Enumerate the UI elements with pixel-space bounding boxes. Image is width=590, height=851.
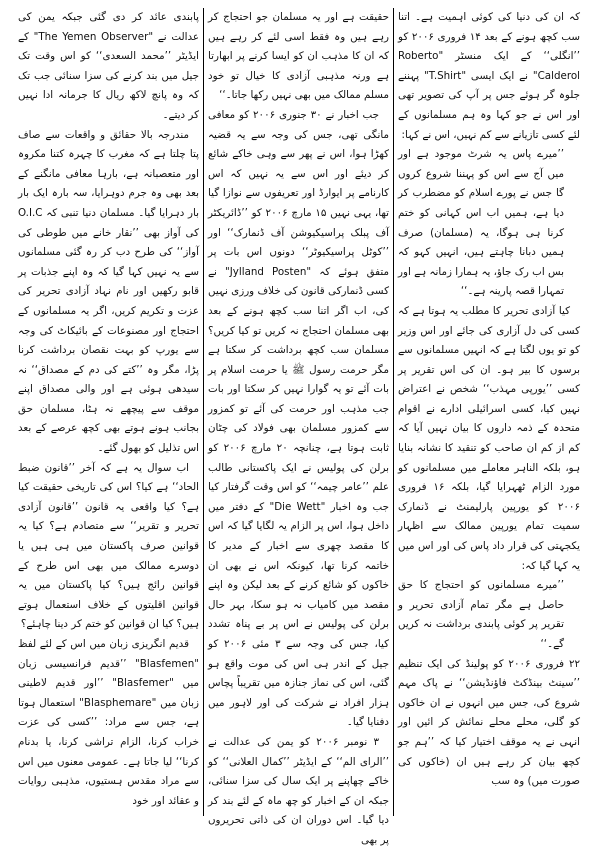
paragraph: اب سوال یہ ہے کہ آخر ’’قانون ضبط الحاد‘‘ ہے کیا؟ اس کی تاریخی حقیقت کیا ہے؟ کیا واقعی یہ قانون ’’قانون آزادی تحریر و تقریر‘‘ سے متصادم ہے؟ کیا یہ قوانین صرف پاکستان میں ہی ہیں یا دوسرے ممالک میں بھی اس طرح کے قوانین رائج ہیں؟ کیا پاکستان میں یہ قوانین اقلیتوں کے خلاف استعمال ہوتے ہیں؟ کیا ان قوانین کو ختم کر دینا چاہئے؟ xyxy=(18,461,199,631)
paragraph: حقیقت ہے اور یہ مسلمان جو احتجاج کر رہے ہیں وہ فقط اسی لئے کر رہے ہیں کہ ان کا مذہب ان کو ایسا کرنے پر ابھارتا ہے ورنہ مذہبی آزادی کا خیال تو خود مسلم ممالک میں بھی نہیں رکھا جاتا۔‘‘ xyxy=(208,11,389,102)
paragraph: ۲۲ فروری ۲۰۰۶ کو پولینڈ کی ایک تنظیم ’’سینٹ بینڈکٹ فاؤنڈیشن‘‘ نے پاک مہم شروع کی، جس میں انہوں نے ان خاکوں کو گلی، محلے محلے نمائش کر ائیں اور انہی نے یہ موقف اختیار کیا کہ ’’ہم جو کچھ بیان کر رہے ہیں ان (خاکوں کی صورت میں) وہ سب xyxy=(398,657,580,788)
paragraph: کہ ان کی دنیا کی کوئی اہمیت ہے۔ اتنا سب کچھ ہونے کے بعد ۱۴ فروری ۲۰۰۶ کو ’’انگلی‘‘ کے ایک منسٹر "Roberto Calderol" نے ایک ایسی "T.Shirt" پہننے جلوہ گر ہوئے جس پر آپ کی تصویر تھی اور اس نے جو کہا وہ ہم مسلمانوں کے لئے کسی تازیانے سے کم نہیں، اس نے کہا: xyxy=(398,11,581,141)
paragraph: مندرجہ بالا حقائق و واقعات سے صاف پتا چلتا ہے کہ مغرب کا چہرہ کتنا مکروہ اور متعصبانہ ہے، بارہا معافی مانگنے کے بعد بھی وہ جرم دوہرایا، سہ بارہ ایک بار بار دہرایا گیا۔ مسلمان دنیا تنبی کہ O.I.C کی آواز بھی ’’نقار خانے میں طوطی کی آواز‘‘ کی طرح دب کر رہ گئی مسلمانوں سے یہ نہیں کہا گیا کہ وہ اپنے جذبات پر قابو رکھیں اور نام نہاد آزادی تحریر کی عزت و تکریم کریں، اگر یہ مسلمانوں کے احتجاج اور مصنوعات کے بائیکاٹ کی وجہ سے یورپ کو بہت نقصان برداشت کرنا پڑا، مگر وہ ’’کتے کی دم کے مصداق‘‘ نہ سیدھی ہوئی ہے اور والی مصداق اپنے موقف سے پیچھے نہ ہٹا، مسلمان حق بجانب ہونے ہوتے بھی کچھ عرصے کے بعد اس تذلیل کو بھول گئے۔ xyxy=(18,128,199,455)
paragraph: قدیم انگریزی زبان میں اس کے لئے لفظ "Blasfemen" ’’قدیم فرانسیسی زبان میں "Blasfemer" ’’اور قدیم لاطینی زبان میں "Blasphemare" استعمال ہوتا ہے، جس سے مراد: ’’کسی کی عزت خراب کرنا، الزام تراشی کرنا، یا بدنام کرنا‘‘ لیا جاتا ہے۔ عمومی معنوں میں اس سے مراد مقدس ہستیوں، مذہبی روایات و عقائد اور خود xyxy=(18,638,199,807)
paragraph: ۳ نومبر ۲۰۰۶ کو یمن کی عدالت نے ’’الرای الم‘‘ کے ایڈیٹر ’’کمال العلانی‘‘ کو خاکے چھاپنے پر ایک سال کی سزا سنائی، جبکہ ان کے اخبار کو چھ ماہ کے لئے بند کر دیا گیا۔ اس دوران ان کی ذاتی تحریروں پر بھی xyxy=(208,735,389,846)
quote-paragraph: ’’میرے مسلمانوں کو احتجاج کا حق حاصل ہے مگر تمام آزادی تحریر و تقریر پر کوئی پابندی برداشت نہ کریں گے۔‘‘ xyxy=(398,579,564,650)
text-columns xyxy=(6,8,584,846)
column-right xyxy=(394,8,584,816)
paragraph: جب اخبار نے ۳۰ جنوری ۲۰۰۶ کو معافی مانگی تھی، جس کی وجہ سے یہ قضیہ کھڑا ہوا، اس نے پھر سے وہی خاکے شائع کر دیئے اور اس سے یہ نہیں کہ اس کارنامے پر ایوارڈ اور تعریفوں سے نوازا گیا تھا، یہی نہیں ۱۵ مارچ ۲۰۰۶ کو ’’ڈائریکٹر آف پبلک پراسیکیوشن آف ڈنمارک‘‘ اور ’’کوٹل پراسیکیوٹر‘‘ دونوں اس بات پر متفق ہوئے کہ "Jylland Posten" نے کسی ڈنمارکی قانون کی خلاف ورزی نہیں کی، اب اگر اتنا سب کچھ ہونے کے بعد بھی مسلمان احتجاج نہ کریں تو کیا کریں؟ مسلمان سب کچھ برداشت کر سکتا ہے مگر حرمت رسول ﷺ یا حرمت اسلام پر بات آئے تو یہ گوارا نہیں کر سکتا اور بات جب مذہب اور حرمت کی آئے تو کمزور سے کمزور مسلمان بھی فولاد کی چٹان ثابت ہوتا ہے، چنانچہ ۲۰ مارچ ۲۰۰۶ کو برلن کی پولیس نے ایک پاکستانی طالب علم ’’عامر چیمہ‘‘ کو اس وقت گرفتار کیا جب وہ اخبار "Die Wett" کے دفتر میں داخل ہوا، اس پر الزام یہ لگایا گیا کہ اس کا مقصد چھری سے اخبار کے مدیر کا خاتمہ کرنا تھا، کیونکہ اس نے بھی ان خاکوں کو شائع کرنے کے بعد لیکن وہ اپنے مقصد میں کامیاب نہ ہو سکا، بہر حال برلن کی پولیس نے اس پر بے پناہ تشدد کیا، جس کی وجہ سے ۳ مئی ۲۰۰۶ کو جیل کے اندر ہی اس کی موت واقع ہو گئی، اس کی نماز جنازہ میں تقریباً پچاس ہزار افراد نے شرکت کی اور لاہور میں دفنایا گیا۔ xyxy=(208,108,390,729)
paragraph: کیا آزادی تحریر کا مطلب یہ ہوتا ہے کہ کسی کی دل آزاری کی جائے اور اس وزیر کو تو یوں لگتا ہے کہ انہیں مسلمانوں سے برسوں کا بیر ہو۔ ان کی اس تقریر پر کسی ’’یورپی مہذب‘‘ شخص نے اعتراض نہیں کیا، کسی اسرائیلی ادارے نے اقوام متحدہ کے ذمہ داروں کا بیان نہیں آیا کہ کم از کم ان صاحب کو تنقید کا نشانہ بنایا ہو، بلکہ الناہر معاملے میں مسلمانوں کو مورد الزام ٹھہرایا گیا، بلکہ ۱۶ فروری ۲۰۰۶ کو یورپین پارلیمنٹ نے ڈنمارک سمیت تمام یورپین ممالک سے اظہار یکجہتی کی قرار داد پاس کی اور اس میں یہ کہا گیا کہ: xyxy=(398,304,580,572)
paragraph: پابندی عائد کر دی گئی جبکہ یمن کی عدالت نے "The Yemen Observer" کے ایڈیٹر ’’محمد السعدی‘‘ کو اس وقت تک جیل میں بند کرنے کی سزا سنائی جب تک کہ وہ پانچ لاکھ ریال کا جرمانہ ادا نہیں کر دیتے۔ xyxy=(18,11,199,121)
quote-paragraph: ’’میرے پاس یہ شرٹ موجود ہے اور میں آج سے اس کو پہننا شروع کروں گا جس نے پورے اسلام کو مضطرب کر دیا ہے، ہمیں اب اس کہانی کو ختم کرنا ہی ہوگا، یہ (مسلمان) صرف ہمیں دبانا چاہتے ہیں، انہیں کہو کہ بس اب رک جاؤ، یہ ہمارا زمانہ ہے اور تمہارا قصہ پارینہ ہے۔‘‘ xyxy=(398,148,564,298)
column-middle xyxy=(204,8,394,846)
column-left xyxy=(14,8,204,816)
